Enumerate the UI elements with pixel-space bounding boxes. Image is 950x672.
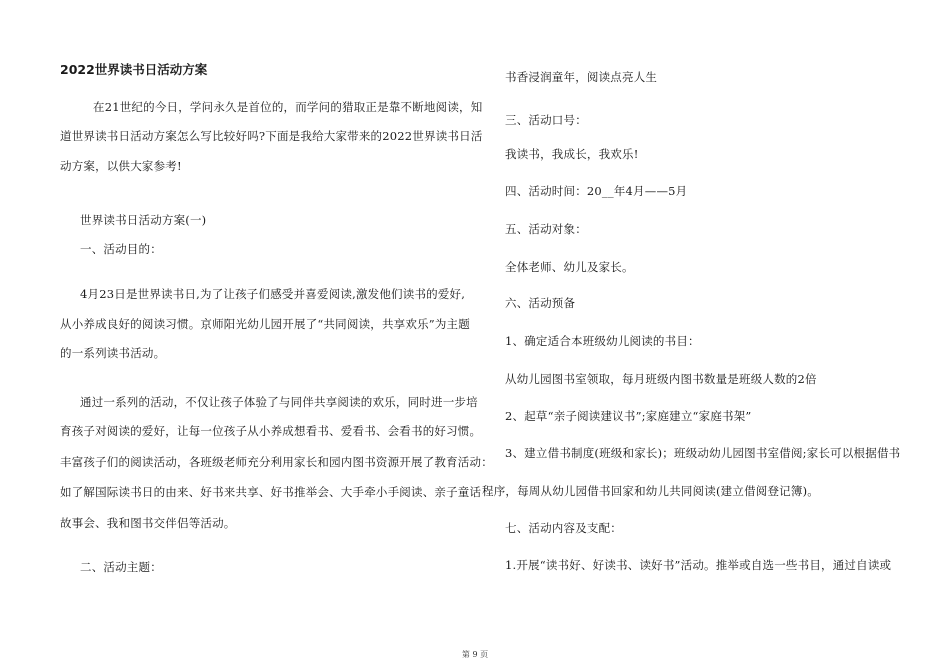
right-paragraph-line: 3、建立借书制度(班级和家长)；班级动幼儿园图书室借阅;家长可以根据借书 [505, 446, 901, 460]
right-paragraph-line: 七、活动内容及支配： [505, 521, 622, 535]
left-paragraph-line: 在21世纪的今日，学问永久是首位的，而学问的猎取正是靠不断地阅读，知 [93, 100, 483, 114]
left-paragraph-line: 从小养成良好的阅读习惯。京师阳光幼儿园开展了“共同阅读，共享欢乐”为主题 [60, 317, 470, 331]
left-paragraph-line: 故事会、我和图书交伴侣等活动。 [60, 516, 236, 530]
right-paragraph-line: 从幼儿园图书室领取，每月班级内图书数量是班级人数的2倍 [505, 372, 817, 386]
left-paragraph-line: 通过一系列的活动，不仅让孩子体验了与同伴共享阅读的欢乐，同时进一步培 [80, 395, 478, 409]
right-paragraph-line: 四、活动时间：20__年4月——5月 [505, 184, 688, 198]
right-paragraph-line: 六、活动预备 [505, 296, 576, 310]
left-paragraph-line: 动方案，以供大家参考! [60, 159, 182, 173]
right-paragraph-line: 书香浸润童年，阅读点亮人生 [505, 70, 658, 84]
left-paragraph-line: 一、活动目的： [80, 242, 162, 256]
right-paragraph-line: 2、起草“亲子阅读建议书”;家庭建立“家庭书架” [505, 409, 752, 423]
page-number: 第 9 页 [461, 650, 489, 659]
right-paragraph-line: 五、活动对象： [505, 222, 587, 236]
right-paragraph-line: 1.开展“读书好、好读书、读好书”活动。推举或自选一些书目，通过自读或 [505, 558, 892, 572]
left-paragraph-line: 丰富孩子们的阅读活动，各班级老师充分利用家长和园内图书资源开展了教育活动： [60, 455, 493, 469]
left-paragraph-line: 如了解国际读书日的由来、好书来共享、好书推举会、大手牵小手阅读、亲子童话 [60, 485, 482, 499]
right-paragraph-line: 三、活动口号： [505, 113, 587, 127]
document-title: 2022世界读书日活动方案 [60, 62, 208, 77]
left-paragraph-line: 的一系列读书活动。 [60, 346, 166, 360]
right-paragraph-line: 全体老师、幼儿及家长。 [505, 260, 634, 274]
left-paragraph-line: 世界读书日活动方案(一) [80, 213, 207, 227]
right-paragraph-line: 1、确定适合本班级幼儿阅读的书目： [505, 334, 700, 348]
left-paragraph-line: 4月23日是世界读书日,为了让孩子们感受并喜爱阅读,激发他们读书的爱好, [80, 287, 466, 301]
left-paragraph-line: 道世界读书日活动方案怎么写比较好吗?下面是我给大家带来的2022世界读书日活 [60, 129, 483, 143]
left-paragraph-line: 二、活动主题： [80, 560, 162, 574]
left-paragraph-line: 育孩子对阅读的爱好，让每一位孩子从小养成想看书、爱看书、会看书的好习惯。 [60, 424, 482, 438]
right-paragraph-line: 程序，每周从幼儿园借书回家和幼儿共同阅读(建立借阅登记簿)。 [482, 484, 819, 498]
right-paragraph-line: 我读书，我成长，我欢乐! [505, 147, 639, 161]
